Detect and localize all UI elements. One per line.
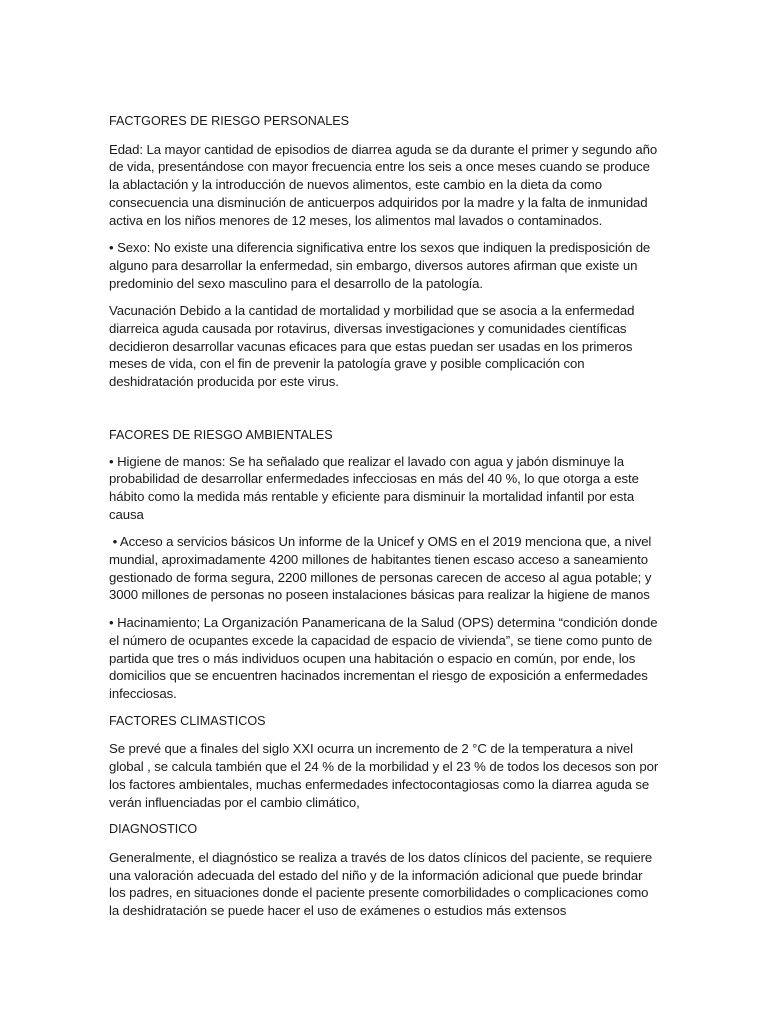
paragraph-sex: • Sexo: No existe una diferencia significativa entre los sexos que indiquen la predisposición de alguno para desarrollar la enfermedad, sin embargo, diversos autores afirman que existe un predominio del sexo masculino para el desarrollo de la patología. [109, 240, 651, 291]
heading-climate-factors: FACTORES CLIMASTICOS [109, 713, 266, 728]
paragraph-diagnosis: Generalmente, el diagnóstico se realiza a través de los datos clínicos del paciente, se requiere una valoración adecuada del estado del niño y de la información adicional que puede brindar los padres, en situaciones donde el paciente presente comorbilidades o complicaciones como la deshidratación se puede hacer el uso de exámenes o estudios más extensos [109, 849, 653, 919]
paragraph-vaccination: Vacunación Debido a la cantidad de mortalidad y morbilidad que se asocia a la enfermedad diarreica aguda causada por rotavirus, diversas investigaciones y comunidades científicas decidieron desarrollar vacunas eficaces para que estas puedan ser usadas en los primeros meses de vida, con el fin de prevenir la patología grave y posible complicación con deshidratación producida por este virus. [109, 303, 635, 390]
heading-diagnosis: DIAGNOSTICO [109, 822, 198, 837]
paragraph-age: Edad: La mayor cantidad de episodios de diarrea aguda se da durante el primer y segundo año de vida, presentándose con mayor frecuencia entre los seis a once meses cuando se produce la ablactación y la introducción de nuevos alimentos, este cambio en la dieta da como consecuencia una disminución de anticuerpos adquiridos por la madre y la falta de inmunidad activa en los niños menores de 12 meses, los alimentos mal lavados o contaminados. [109, 141, 658, 228]
document-page [109, 113, 661, 920]
paragraph-hand-hygiene: • Higiene de manos: Se ha señalado que realizar el lavado con agua y jabón disminuye la probabilidad de desarrollar enfermedades infecciosas en más del 40 %, lo que otorga a este hábito como la medida más rentable y eficiente para disminuir la mortalidad infantil por esta causa [109, 453, 639, 522]
paragraph-climate: Se prevé que a finales del siglo XXI ocurra un incremento de 2 °C de la temperatura a nivel global , se calcula también que el 24 % de la morbilidad y el 23 % de todos los decesos son por los factores ambientales, muchas enfermedades infectocontagiosas como la diarrea aguda se verán influenciadas por el cambio climático, [109, 741, 659, 810]
heading-environmental-risk-factors: FACORES DE RIESGO AMBIENTALES [109, 427, 333, 442]
paragraph-basic-services: • Acceso a servicios básicos Un informe de la Unicef y OMS en el 2019 menciona que, a nivel mundial, aproximadamente 4200 millones de habitantes tienen escaso acceso a saneamiento gestionado de forma segura, 2200 millones de personas carecen de acceso al agua potable; y 3000 millones de personas no poseen instalaciones básicas para realizar la higiene de manos [109, 534, 655, 603]
paragraph-overcrowding: • Hacinamiento; La Organización Panamericana de la Salud (OPS) determina “condición donde el número de ocupantes excede la capacidad de espacio de vivienda”, se tiene como punto de partida que tres o más individuos ocupen una habitación o espacio en común, por ende, los domicilios que se encuentren hacinados incrementan el riesgo de exposición a enfermedades infecciosas. [109, 615, 658, 701]
heading-personal-risk-factors: FACTGORES DE RIESGO PERSONALES [109, 114, 350, 128]
